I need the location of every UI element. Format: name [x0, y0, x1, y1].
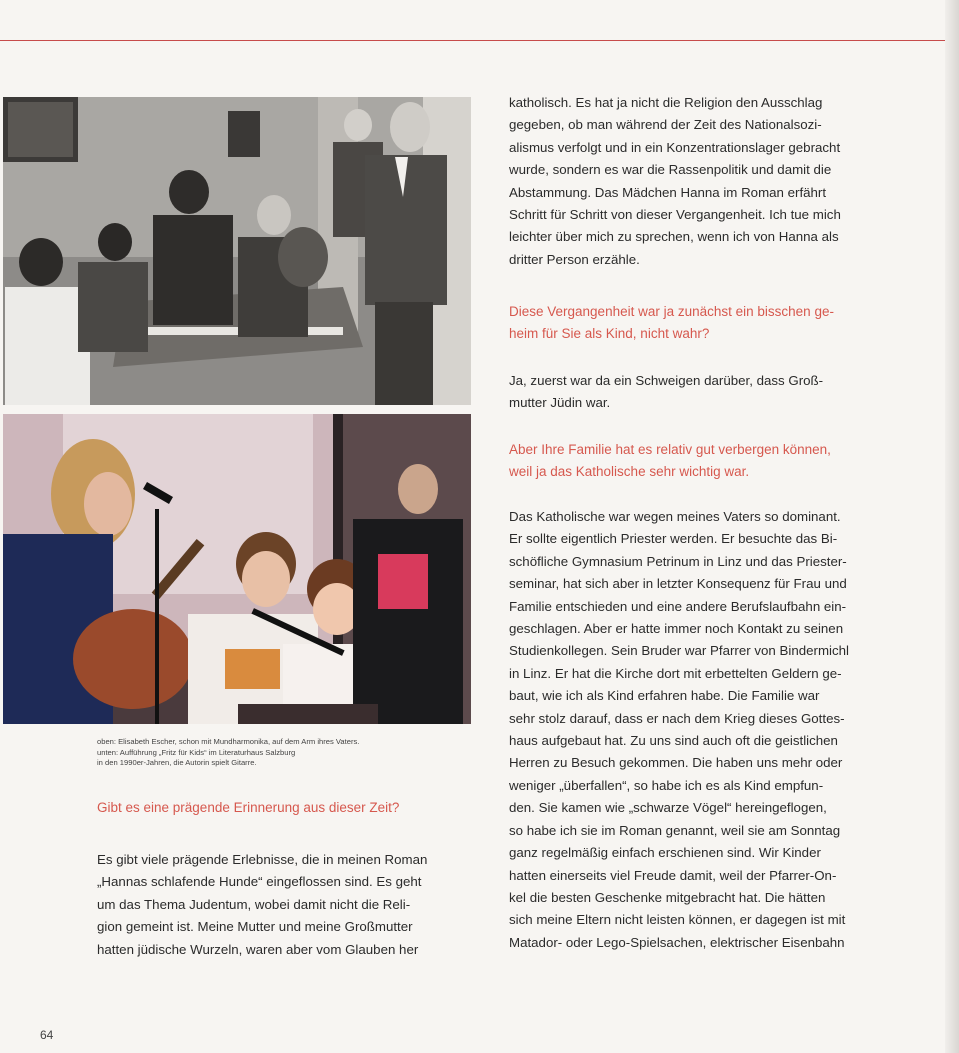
text-line: Ja, zuerst war da ein Schweigen darüber, dass Groß- — [509, 373, 824, 388]
text-line: in Linz. Er hat die Kirche dort mit erbettelten Geldern ge- — [509, 665, 842, 681]
question-line: Aber Ihre Familie hat es relativ gut verbergen können, — [509, 442, 831, 457]
text-line: Familie entschieden und eine andere Berufslaufbahn ein- — [509, 598, 847, 614]
text-line: wurde, sondern es war die Rassenpolitik und damit die — [509, 162, 832, 178]
text-line: baut, wie ich als Kind erfahren habe. Die Familie war — [509, 688, 820, 704]
performance-photo-color — [3, 414, 471, 724]
text-line: Es gibt viele prägende Erlebnisse, die in meinen Roman — [97, 852, 428, 867]
text-line: dritter Person erzähle. — [509, 251, 640, 267]
text-line: Abstammung. Das Mädchen Hanna im Roman erfährt — [509, 184, 827, 200]
caption-line: unten: Aufführung „Fritz für Kids“ im Literaturhaus Salzburg — [97, 747, 296, 757]
text-line: hatten jüdische Wurzeln, waren aber vom Glauben her — [97, 941, 419, 957]
text-line: ganz regelmäßig einfach erschienen sind. Wir Kinder — [509, 845, 821, 861]
caption-line: in den 1990er-Jahren, die Autorin spielt Gitarre. — [97, 758, 257, 767]
text-line: so habe ich sie im Roman genannt, weil sie am Sonntag — [509, 822, 841, 838]
answer-memory — [97, 849, 473, 961]
answer-secret — [509, 370, 885, 415]
text-line: kel die besten Geschenke mitgebracht hat. Die hätten — [509, 889, 826, 905]
text-line: alismus verfolgt und in ein Konzentrationslager gebracht — [509, 139, 841, 155]
question-text: Gibt es eine prägende Erinnerung aus dieser Zeit? — [97, 800, 400, 815]
text-line: Matador- oder Lego-Spielsachen, elektrischer Eisenbahn — [509, 934, 845, 950]
text-line: um das Thema Judentum, wobei damit nicht die Reli- — [97, 896, 411, 912]
text-line: gion gemeint ist. Meine Mutter und meine Großmutter — [97, 919, 413, 935]
family-photo-bw — [3, 97, 471, 405]
text-line: hatten einerseits viel Freude damit, weil der Pfarrer-On- — [509, 867, 837, 883]
text-line: katholisch. Es hat ja nicht die Religion den Ausschlag — [509, 95, 823, 110]
question-catholic — [509, 439, 831, 483]
caption-line: oben: Elisabeth Escher, schon mit Mundharmonika, auf dem Arm ihres Vaters. — [97, 737, 360, 746]
text-line: weniger „überfallen“, so habe ich es als Kind empfun- — [509, 777, 824, 793]
text-line: Studienkollegen. Sein Bruder war Pfarrer von Bindermichl — [509, 643, 849, 659]
text-line: Herren zu Besuch gekommen. Die haben uns mehr oder — [509, 755, 843, 771]
text-line: leichter über mich zu sprechen, wenn ich von Hanna als — [509, 229, 839, 245]
page-number: 64 — [40, 1028, 54, 1042]
text-line: mutter Jüdin war. — [509, 395, 611, 411]
text-line: Schritt für Schritt von dieser Vergangenheit. Ich tue mich — [509, 207, 841, 223]
text-line: sich meine Eltern nicht leisten können, er dagegen ist mit — [509, 912, 846, 928]
text-line: „Hannas schlafende Hunde“ eingeflossen sind. Es geht — [97, 874, 422, 890]
text-line: seminar, hat sich aber in letzter Konsequenz für Frau und — [509, 576, 847, 592]
paragraph-religion — [509, 92, 885, 271]
question-line: heim für Sie als Kind, nicht wahr? — [509, 326, 710, 341]
header-rule — [0, 40, 946, 41]
text-line: Das Katholische war wegen meines Vaters so dominant. — [509, 509, 841, 524]
question-line: Diese Vergangenheit war ja zunächst ein bisschen ge- — [509, 304, 834, 319]
text-line: gegeben, ob man während der Zeit des Nationalsozi- — [509, 117, 822, 133]
photo-caption — [97, 737, 477, 769]
text-line: geschlagen. Aber er hatte immer noch Kontakt zu seinen — [509, 621, 844, 637]
question-secret — [509, 301, 834, 345]
question-line: weil ja das Katholische sehr wichtig war. — [509, 464, 750, 479]
text-line: haus aufgebaut hat. Zu uns sind auch oft die geistlichen — [509, 733, 838, 749]
page-gutter — [945, 0, 959, 1053]
text-line: den. Sie kamen wie „schwarze Vögel“ hereingeflogen, — [509, 800, 827, 816]
text-line: Er sollte eigentlich Priester werden. Er besuchte das Bi- — [509, 531, 838, 547]
text-line: schöfliche Gymnasium Petrinum in Linz und das Priester- — [509, 553, 847, 569]
question-memory — [97, 797, 399, 819]
text-line: sehr stolz darauf, dass er nach dem Krieg dieses Gottes- — [509, 710, 845, 726]
answer-catholic — [509, 506, 885, 954]
